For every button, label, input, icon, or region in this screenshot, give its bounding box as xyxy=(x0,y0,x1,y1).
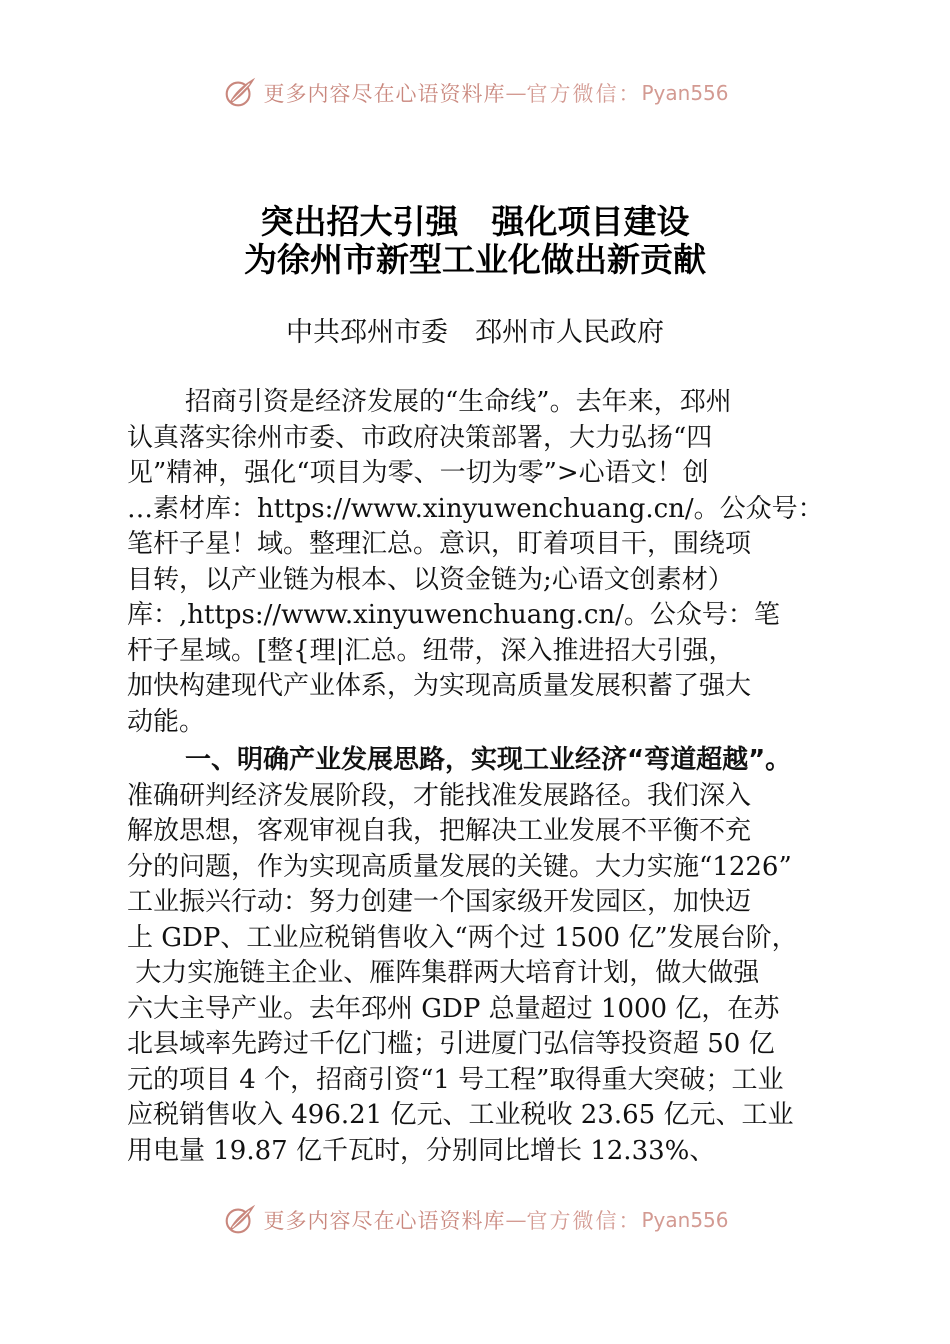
document-authors: 中共邳州市委 邳州市人民政府 xyxy=(286,317,664,348)
header-watermark-banner xyxy=(0,73,950,113)
text-line: 杆子星域。[整{理|汇总。纽带，深入推进招大引强， xyxy=(127,635,735,666)
text-line: 解放思想，客观审视自我，把解决工业发展不平衡不充 xyxy=(127,816,752,846)
banner-wechat-label: 官方微信： xyxy=(526,1209,642,1233)
text-line: 动能。 xyxy=(127,706,206,737)
text-line: 用电量 19.87 亿千瓦时，分别同比增长 12.33%、 xyxy=(127,1135,716,1166)
text-line: 认真落实徐州市委、市政府决策部署，大力弘扬“四 xyxy=(127,422,713,453)
text-line: 六大主导产业。去年邳州 GDP 总量超过 1000 亿，在苏 xyxy=(127,993,780,1024)
text-line: 工业振兴行动：努力创建一个国家级开发园区，加快迈 xyxy=(127,887,752,917)
text-line: 笔杆子星！域。整理汇总。意识，盯着项目干，围绕项 xyxy=(127,529,752,559)
banner-wechat-id: Pyan556 xyxy=(641,1208,729,1232)
text-line: 上 GDP、工业应税销售收入“两个过 1500 亿”发展台阶， xyxy=(127,922,798,953)
text-line: 大力实施链主企业、雁阵集群两大培育计划，做大做强 xyxy=(127,958,760,988)
banner-separator: — xyxy=(505,81,527,105)
text-line: 见”精神，强化“项目为零、一切为零”>心语文！创 xyxy=(127,458,709,488)
banner-separator: — xyxy=(505,1208,527,1232)
text-line: 库：,https://www.xinyuwenchuang.cn/。公众号：笔 xyxy=(127,600,780,630)
text-line: 应税销售收入 496.21 亿元、工业税收 23.65 亿元、工业 xyxy=(127,1100,794,1130)
text-line: 北县域率先跨过千亿门槛；引进厦门弘信等投资超 50 亿 xyxy=(127,1029,775,1059)
footer-watermark-banner xyxy=(0,1200,950,1240)
section-1-paragraph xyxy=(127,743,827,1169)
quill-logo-icon xyxy=(221,74,259,112)
banner-wechat-label: 官方微信： xyxy=(526,82,642,106)
text-line: 元的项目 4 个，招商引资“1 号工程”取得重大突破；工业 xyxy=(127,1064,784,1095)
text-line: 准确研判经济发展阶段，才能找准发展路径。我们深入 xyxy=(127,780,752,811)
document-title-line-1: 突出招大引强 强化项目建设 xyxy=(260,202,690,241)
quill-logo-icon xyxy=(221,1201,259,1239)
document-title-line-2: 为徐州市新型工业化做出新贡献 xyxy=(244,240,706,279)
text-line: 加快构建现代产业体系，为实现高质量发展积蓄了强大 xyxy=(127,671,752,701)
banner-wechat-id: Pyan556 xyxy=(641,81,729,105)
banner-brand-text: 更多内容尽在心语资料库 xyxy=(263,1209,506,1233)
intro-paragraph xyxy=(127,385,827,740)
section-1-heading: 一、明确产业发展思路，实现工业经济“弯道超越”。 xyxy=(185,745,792,775)
banner-brand-text: 更多内容尽在心语资料库 xyxy=(263,82,506,106)
text-line: …素材库：https://www.xinyuwenchuang.cn/。公众号： xyxy=(127,493,824,524)
text-line: 招商引资是经济发展的“生命线”。去年来，邳州 xyxy=(185,387,732,417)
text-line: 目转，以产业链为根本、以资金链为;心语文创素材） xyxy=(127,564,734,595)
text-line: 分的问题，作为实现高质量发展的关键。大力实施“1226” xyxy=(127,851,792,882)
